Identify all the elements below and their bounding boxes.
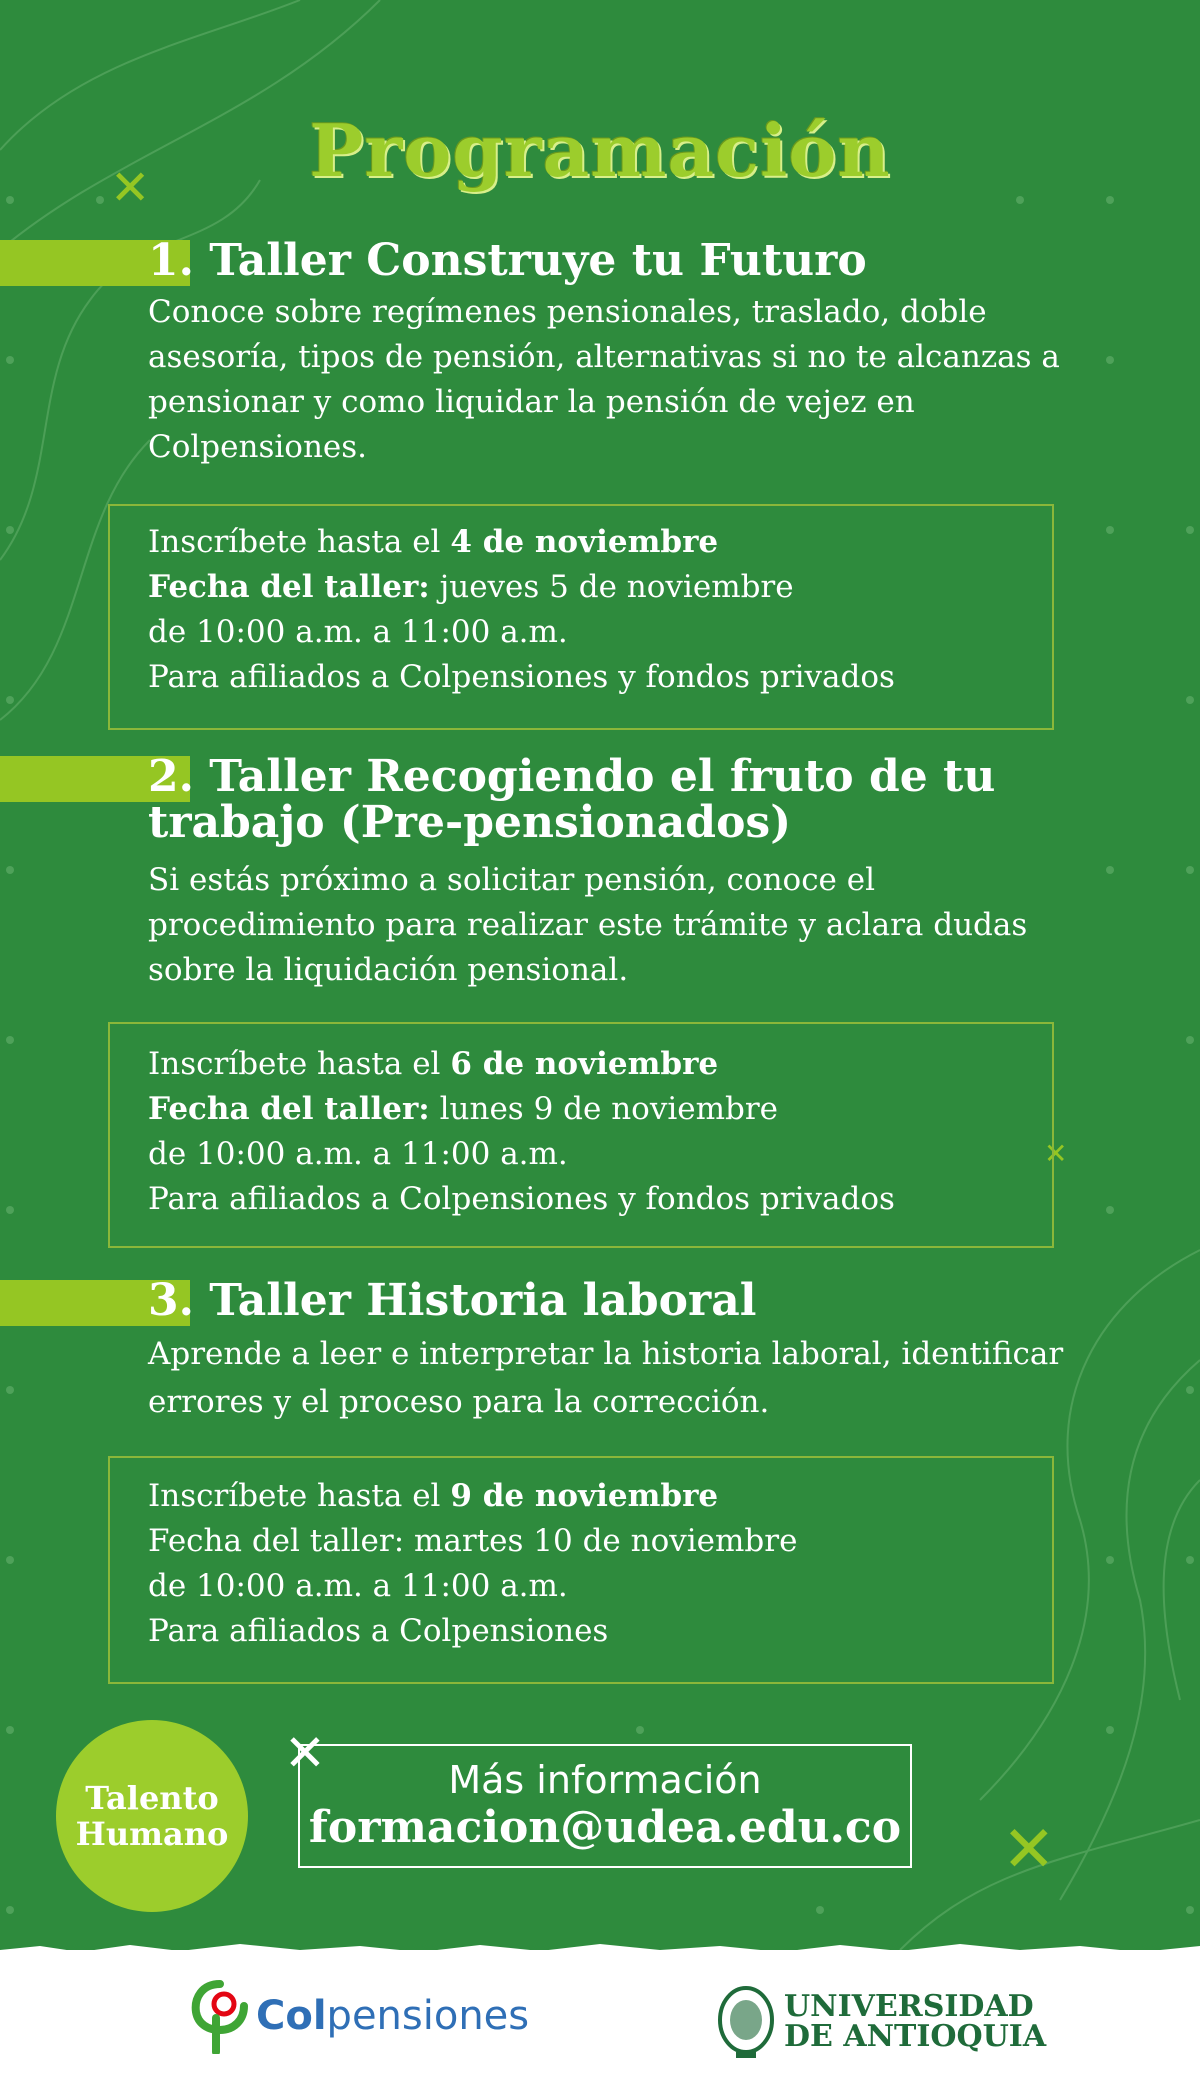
udea-logo bbox=[718, 1984, 1046, 2060]
udea-line-1: UNIVERSIDAD bbox=[784, 1989, 1034, 2024]
workshop-name: Taller Recogiendo el fruto de tu trabajo (Pre-pensionados) bbox=[148, 751, 996, 848]
workshop-description: Si estás próximo a solicitar pensión, conoce el procedimiento para realizar este trámite y aclara dudas sobre la liquidación pensional. bbox=[148, 862, 1028, 988]
workshop-title bbox=[148, 751, 1078, 848]
workshop-name: Taller Historia laboral bbox=[209, 1275, 757, 1326]
workshop-details bbox=[148, 1474, 1048, 1654]
time-line: de 10:00 a.m. a 11:00 a.m. bbox=[148, 1136, 568, 1172]
register-line: Inscríbete hasta el 6 de noviembre bbox=[148, 1046, 719, 1082]
more-info-box bbox=[298, 1744, 912, 1868]
register-line: Inscríbete hasta el 4 de noviembre bbox=[148, 524, 719, 560]
badge-line-1: Talento bbox=[85, 1779, 219, 1817]
cross-icon: ✕ bbox=[284, 1724, 326, 1782]
audience-line: Para afiliados a Colpensiones y fondos privados bbox=[148, 1181, 895, 1217]
date-line: Fecha del taller: martes 10 de noviembre bbox=[148, 1523, 798, 1559]
colpensiones-logo-icon bbox=[190, 1978, 252, 2054]
workshop-number: 2. bbox=[148, 751, 194, 802]
audience-line: Para afiliados a Colpensiones bbox=[148, 1613, 609, 1649]
badge-line-2: Humano bbox=[75, 1815, 229, 1853]
colpensiones-bold: Col bbox=[256, 1993, 327, 2039]
udea-seal-icon bbox=[718, 1984, 774, 2060]
workshop-number: 3. bbox=[148, 1275, 194, 1326]
colpensiones-logo bbox=[190, 1978, 529, 2054]
register-date: 4 de noviembre bbox=[450, 524, 719, 560]
workshop-title bbox=[148, 235, 1078, 286]
torn-edge bbox=[0, 1936, 1200, 1966]
date-label: Fecha del taller: bbox=[148, 569, 430, 605]
contact-email-link[interactable]: formacion@udea.edu.co bbox=[308, 1802, 902, 1853]
page-title: Programación bbox=[309, 108, 891, 193]
date-label: Fecha del taller: bbox=[148, 1091, 430, 1127]
register-date: 6 de noviembre bbox=[450, 1046, 719, 1082]
date-line: Fecha del taller: jueves 5 de noviembre bbox=[148, 569, 794, 605]
workshop-number: 1. bbox=[148, 235, 194, 286]
cross-icon: ✕ bbox=[110, 160, 151, 216]
more-info-label: Más información bbox=[448, 1758, 762, 1802]
workshop-description: Aprende a leer e interpretar la historia laboral, identificar errores y el proceso para la corrección. bbox=[148, 1336, 1064, 1420]
date-line: Fecha del taller: lunes 9 de noviembre bbox=[148, 1091, 779, 1127]
workshop-title bbox=[148, 1275, 1078, 1326]
workshop-details bbox=[148, 520, 1048, 700]
talento-humano-badge bbox=[56, 1720, 248, 1912]
audience-line: Para afiliados a Colpensiones y fondos privados bbox=[148, 659, 895, 695]
time-line: de 10:00 a.m. a 11:00 a.m. bbox=[148, 1568, 568, 1604]
colpensiones-rest: pensiones bbox=[326, 1993, 530, 2039]
workshop-name: Taller Construye tu Futuro bbox=[209, 235, 867, 286]
udea-line-2: DE ANTIOQUIA bbox=[784, 2019, 1047, 2054]
register-line: Inscríbete hasta el 9 de noviembre bbox=[148, 1478, 719, 1514]
time-line: de 10:00 a.m. a 11:00 a.m. bbox=[148, 614, 568, 650]
register-date: 9 de noviembre bbox=[450, 1478, 719, 1514]
workshop-details bbox=[148, 1042, 1048, 1222]
workshop-description: Conoce sobre regímenes pensionales, traslado, doble asesoría, tipos de pensión, alternativas si no te alcanzas a pensionar y como liquidar la pensión de vejez en Colpensiones. bbox=[148, 294, 1060, 465]
cross-icon: ✕ bbox=[1044, 1137, 1068, 1170]
cross-icon: ✕ bbox=[1002, 1813, 1056, 1887]
